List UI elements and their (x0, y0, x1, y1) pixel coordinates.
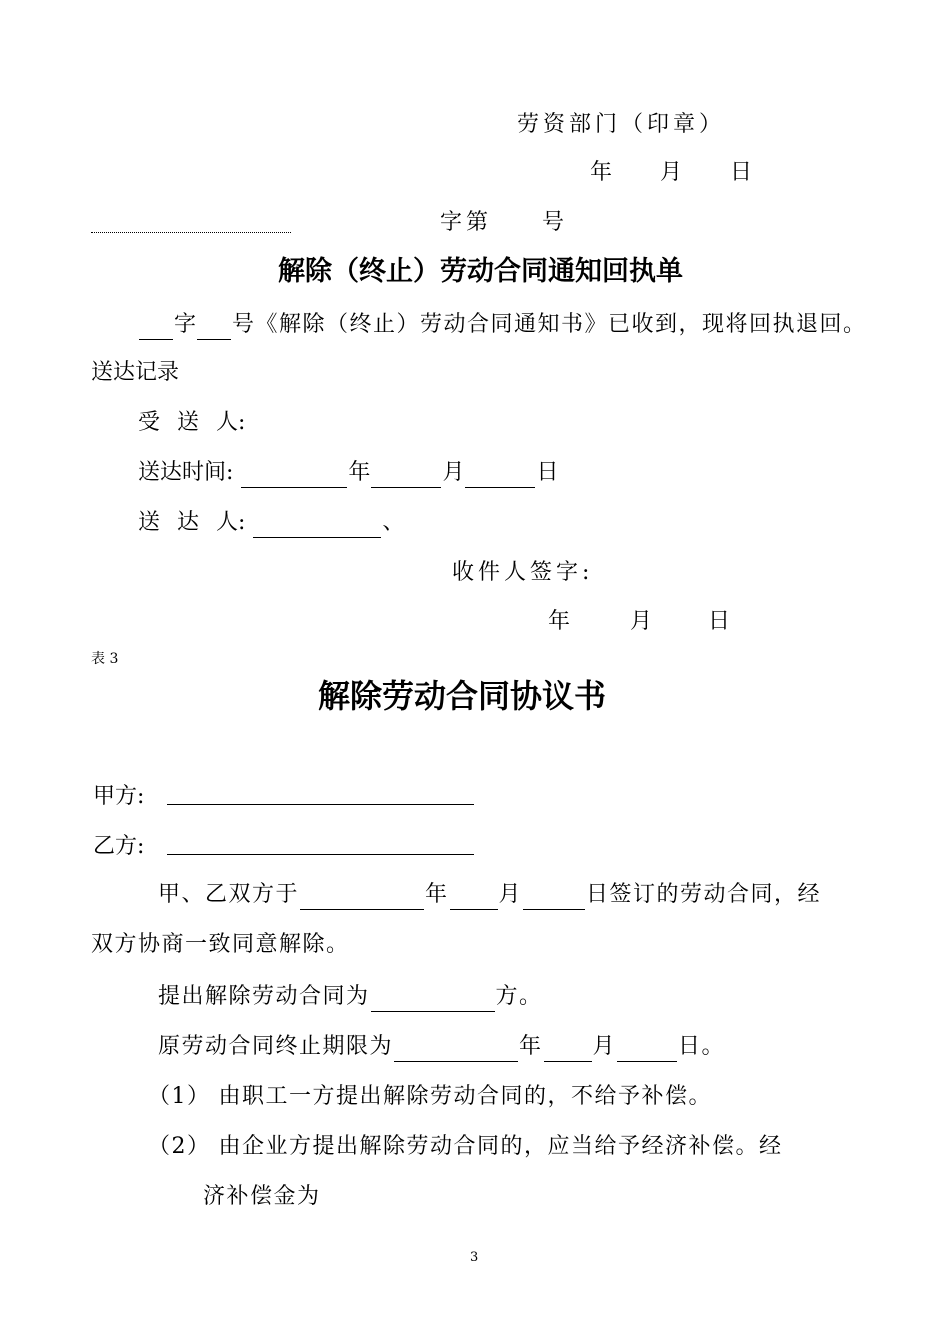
delivery-day: 日 (536, 460, 559, 485)
orig-year: 年 (519, 1034, 543, 1059)
ack-text: 号《解除（终止）劳动合同通知书》已收到，现将回执退回。 (232, 312, 867, 337)
delivery-record-label: 送达记录 (91, 360, 180, 385)
ack-zi: 字 (174, 312, 197, 337)
signature-label: 收件人签字: (452, 560, 594, 585)
para1-month: 月 (498, 882, 523, 907)
agreement-title: 解除劳动合同协议书 (318, 677, 607, 715)
deliverer-label: 送 达 人: (138, 510, 246, 535)
item2-num: （2） (148, 1134, 211, 1159)
orig-term-start: 原劳动合同终止期限为 (158, 1034, 394, 1059)
para1-year-blank (300, 887, 424, 910)
reference-number (440, 208, 568, 238)
party-a-blank (167, 804, 474, 805)
sig-day: 日 (708, 609, 731, 634)
proposer-line (158, 982, 543, 1012)
proposer-start: 提出解除劳动合同为 (158, 984, 370, 1009)
receipt-title: 解除（终止）劳动合同通知回执单 (278, 256, 683, 287)
ack-zi-blank (139, 317, 173, 340)
deliverer-line (138, 508, 404, 538)
sig-month: 月 (630, 609, 653, 634)
ack-hao-blank (197, 317, 231, 340)
delivery-year: 年 (348, 460, 371, 485)
ref-zi-di: 字第 (440, 210, 493, 235)
item1-num: （1） (148, 1084, 211, 1109)
delivery-day-blank (465, 465, 535, 488)
receipt-ack-line (138, 310, 867, 340)
delivery-month: 月 (442, 460, 465, 485)
party-b-blank (167, 854, 474, 855)
item1 (148, 1082, 712, 1112)
table3-label: 表 3 (91, 651, 119, 667)
orig-term-line (158, 1032, 725, 1062)
orig-month-blank (544, 1039, 592, 1062)
para1-line2: 双方协商一致同意解除。 (91, 932, 350, 957)
item2 (148, 1132, 783, 1162)
orig-day: 日。 (678, 1034, 726, 1059)
sig-year: 年 (548, 609, 571, 634)
para1-start: 甲、乙双方于 (158, 882, 300, 907)
deliverer-sep: 、 (382, 510, 405, 535)
signature-date (548, 607, 730, 637)
item2-text: 由企业方提出解除劳动合同的，应当给予经济补偿。经 (218, 1134, 783, 1159)
department-seal-label: 劳资部门（印章） (517, 112, 726, 137)
proposer-end: 方。 (495, 984, 543, 1009)
para1-year: 年 (425, 882, 449, 907)
para1-line1 (158, 880, 821, 910)
delivery-year-blank (241, 465, 347, 488)
item1-text: 由职工一方提出解除劳动合同的，不给予补偿。 (218, 1084, 713, 1109)
orig-day-blank (617, 1039, 677, 1062)
item2-line2: 济补偿金为 (203, 1184, 321, 1209)
month-label: 月 (660, 160, 683, 185)
deliverer-blank (253, 515, 381, 538)
recipient-label: 受 送 人: (138, 410, 246, 435)
delivery-month-blank (371, 465, 441, 488)
day-label: 日 (730, 160, 753, 185)
delivery-time-label: 送达时间: (138, 460, 234, 485)
para1-end: 日签订的劳动合同，经 (586, 882, 822, 907)
party-a-label: 甲方: (93, 784, 145, 809)
party-b-label: 乙方: (93, 834, 145, 859)
reference-dotted-line (91, 232, 291, 233)
para1-day-blank (523, 887, 585, 910)
proposer-blank (371, 989, 495, 1012)
orig-year-blank (394, 1039, 518, 1062)
notice-date (590, 158, 752, 188)
orig-month: 月 (592, 1034, 617, 1059)
delivery-time-line (138, 458, 558, 488)
page-number: 3 (470, 1250, 479, 1265)
year-label: 年 (590, 160, 613, 185)
ref-hao: 号 (542, 210, 569, 235)
para1-month-blank (450, 887, 498, 910)
